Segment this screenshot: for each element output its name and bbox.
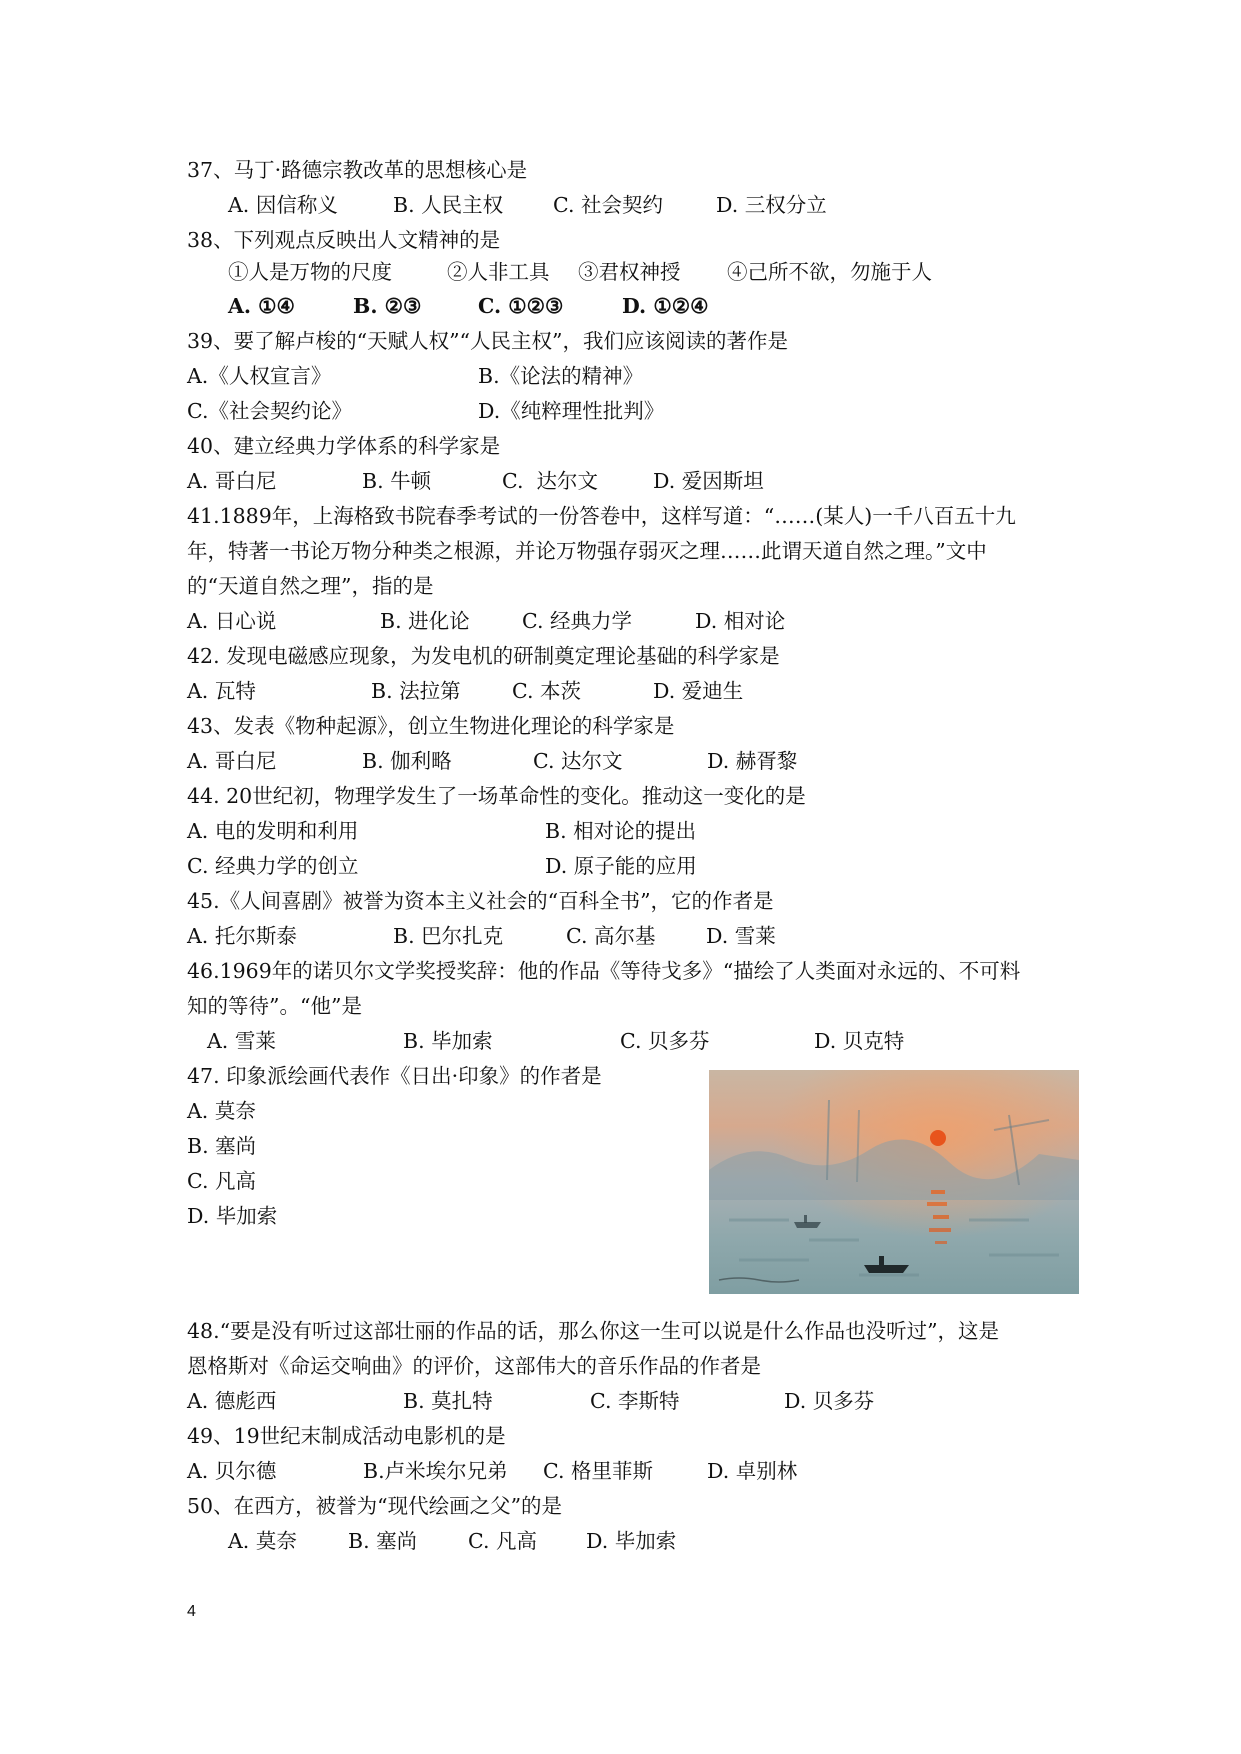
question-41-option-b: B. 进化论 [380,609,470,633]
question-47-option-b: B. 塞尚 [187,1134,257,1158]
question-37-option-d: D. 三权分立 [716,193,827,217]
question-37-option-a: A. 因信称义 [228,193,338,217]
question-38-statement-1: ①人是万物的尺度 [228,260,392,284]
question-46-option-a: A. 雪莱 [207,1029,276,1053]
question-39-option-c: C.《社会契约论》 [187,399,352,423]
question-43-option-b: B. 伽利略 [362,749,452,773]
question-42-option-d: D. 爱迪生 [653,679,744,703]
question-48-option-a: A. 德彪西 [187,1389,277,1413]
page-number: 4 [187,1603,196,1620]
question-40-option-a: A. 哥白尼 [187,469,277,493]
question-46-option-d: D. 贝克特 [814,1029,905,1053]
question-42-option-b: B. 法拉第 [371,679,461,703]
question-38-option-c: C. ①②③ [478,294,564,318]
question-39-stem: 39、要了解卢梭的“天赋人权”“人民主权”，我们应该阅读的著作是 [187,329,789,353]
question-48-option-b: B. 莫扎特 [403,1389,493,1413]
question-47-stem: 47. 印象派绘画代表作《日出·印象》的作者是 [187,1064,602,1088]
question-41-option-a: A. 日心说 [187,609,277,633]
question-41-line-2: 年，特著一书论万物分种类之根源，并论万物强存弱灭之理……此谓天道自然之理。”文中 [187,539,987,563]
question-41-option-d: D. 相对论 [695,609,786,633]
painting-illustration [709,1070,1079,1294]
question-38-option-a: A. ①④ [228,294,295,318]
question-40-option-c: C. 达尔文 [502,469,599,493]
question-47-option-a: A. 莫奈 [187,1099,256,1123]
question-40-stem: 40、建立经典力学体系的科学家是 [187,434,501,458]
question-43-stem: 43、发表《物种起源》，创立生物进化理论的科学家是 [187,714,675,738]
question-39-option-d: D.《纯粹理性批判》 [478,399,665,423]
question-48-line-2: 恩格斯对《命运交响曲》的评价，这部伟大的音乐作品的作者是 [187,1354,761,1378]
question-45-option-c: C. 高尔基 [566,924,656,948]
question-49-option-c: C. 格里菲斯 [543,1459,653,1483]
question-42-option-c: C. 本茨 [512,679,581,703]
question-50-option-d: D. 毕加索 [586,1529,677,1553]
question-38-statement-2: ②人非工具 [447,260,550,284]
question-49-stem: 49、19世纪末制成活动电影机的是 [187,1424,506,1448]
question-45-option-a: A. 托尔斯泰 [187,924,297,948]
question-50-option-c: C. 凡高 [468,1529,537,1553]
question-46-option-c: C. 贝多芬 [620,1029,710,1053]
question-41-line-3: 的“天道自然之理”，指的是 [187,574,434,598]
question-44-option-a: A. 电的发明和利用 [187,819,359,843]
question-39-option-a: A.《人权宣言》 [187,364,332,388]
question-44-option-b: B. 相对论的提出 [545,819,697,843]
question-37-option-b: B. 人民主权 [393,193,504,217]
question-37-stem: 37、马丁·路德宗教改革的思想核心是 [187,158,528,182]
question-43-option-a: A. 哥白尼 [187,749,277,773]
question-38-option-b: B. ②③ [353,294,422,318]
question-50-option-a: A. 莫奈 [228,1529,297,1553]
question-38-statement-4: ④己所不欲，勿施于人 [727,260,932,284]
question-38-stem: 38、下列观点反映出人文精神的是 [187,228,501,252]
question-46-line-1: 46.1969年的诺贝尔文学奖授奖辞：他的作品《等待戈多》“描绘了人类面对永远的、不可料 [187,959,1021,983]
question-46-line-2: 知的等待”。“他”是 [187,994,362,1018]
question-45-stem: 45.《人间喜剧》被誉为资本主义社会的“百科全书”，它的作者是 [187,889,774,913]
question-43-option-c: C. 达尔文 [533,749,623,773]
question-39-option-b: B.《论法的精神》 [478,364,644,388]
question-40-option-b: B. 牛顿 [362,469,432,493]
question-38-option-d: D. ①②④ [622,294,709,318]
question-37-option-c: C. 社会契约 [553,193,663,217]
question-44-option-d: D. 原子能的应用 [545,854,697,878]
question-44-stem: 44. 20世纪初，物理学发生了一场革命性的变化。推动这一变化的是 [187,784,806,808]
question-47-option-c: C. 凡高 [187,1169,256,1193]
question-38-statement-3: ③君权神授 [578,260,681,284]
question-48-option-c: C. 李斯特 [590,1389,680,1413]
question-40-option-d: D. 爱因斯坦 [653,469,764,493]
question-41-line-1: 41.1889年，上海格致书院春季考试的一份答卷中，这样写道：“……(某人)一千八百五十九 [187,504,1016,528]
question-50-stem: 50、在西方，被誉为“现代绘画之父”的是 [187,1494,563,1518]
question-49-option-a: A. 贝尔德 [187,1459,277,1483]
question-48-option-d: D. 贝多芬 [784,1389,875,1413]
question-44-option-c: C. 经典力学的创立 [187,854,359,878]
question-42-option-a: A. 瓦特 [187,679,256,703]
question-43-option-d: D. 赫胥黎 [707,749,798,773]
question-48-line-1: 48.“要是没有听过这部壮丽的作品的话，那么你这一生可以说是什么作品也没听过”，这是 [187,1319,1000,1343]
question-49-option-b: B.卢米埃尔兄弟 [363,1459,508,1483]
question-42-stem: 42. 发现电磁感应现象，为发电机的研制奠定理论基础的科学家是 [187,644,780,668]
question-45-option-b: B. 巴尔扎克 [393,924,504,948]
impression-sunrise-painting [709,1070,1079,1294]
question-50-option-b: B. 塞尚 [348,1529,418,1553]
question-41-option-c: C. 经典力学 [522,609,632,633]
question-47-option-d: D. 毕加索 [187,1204,278,1228]
question-49-option-d: D. 卓别林 [707,1459,798,1483]
question-45-option-d: D. 雪莱 [706,924,776,948]
question-46-option-b: B. 毕加索 [403,1029,493,1053]
